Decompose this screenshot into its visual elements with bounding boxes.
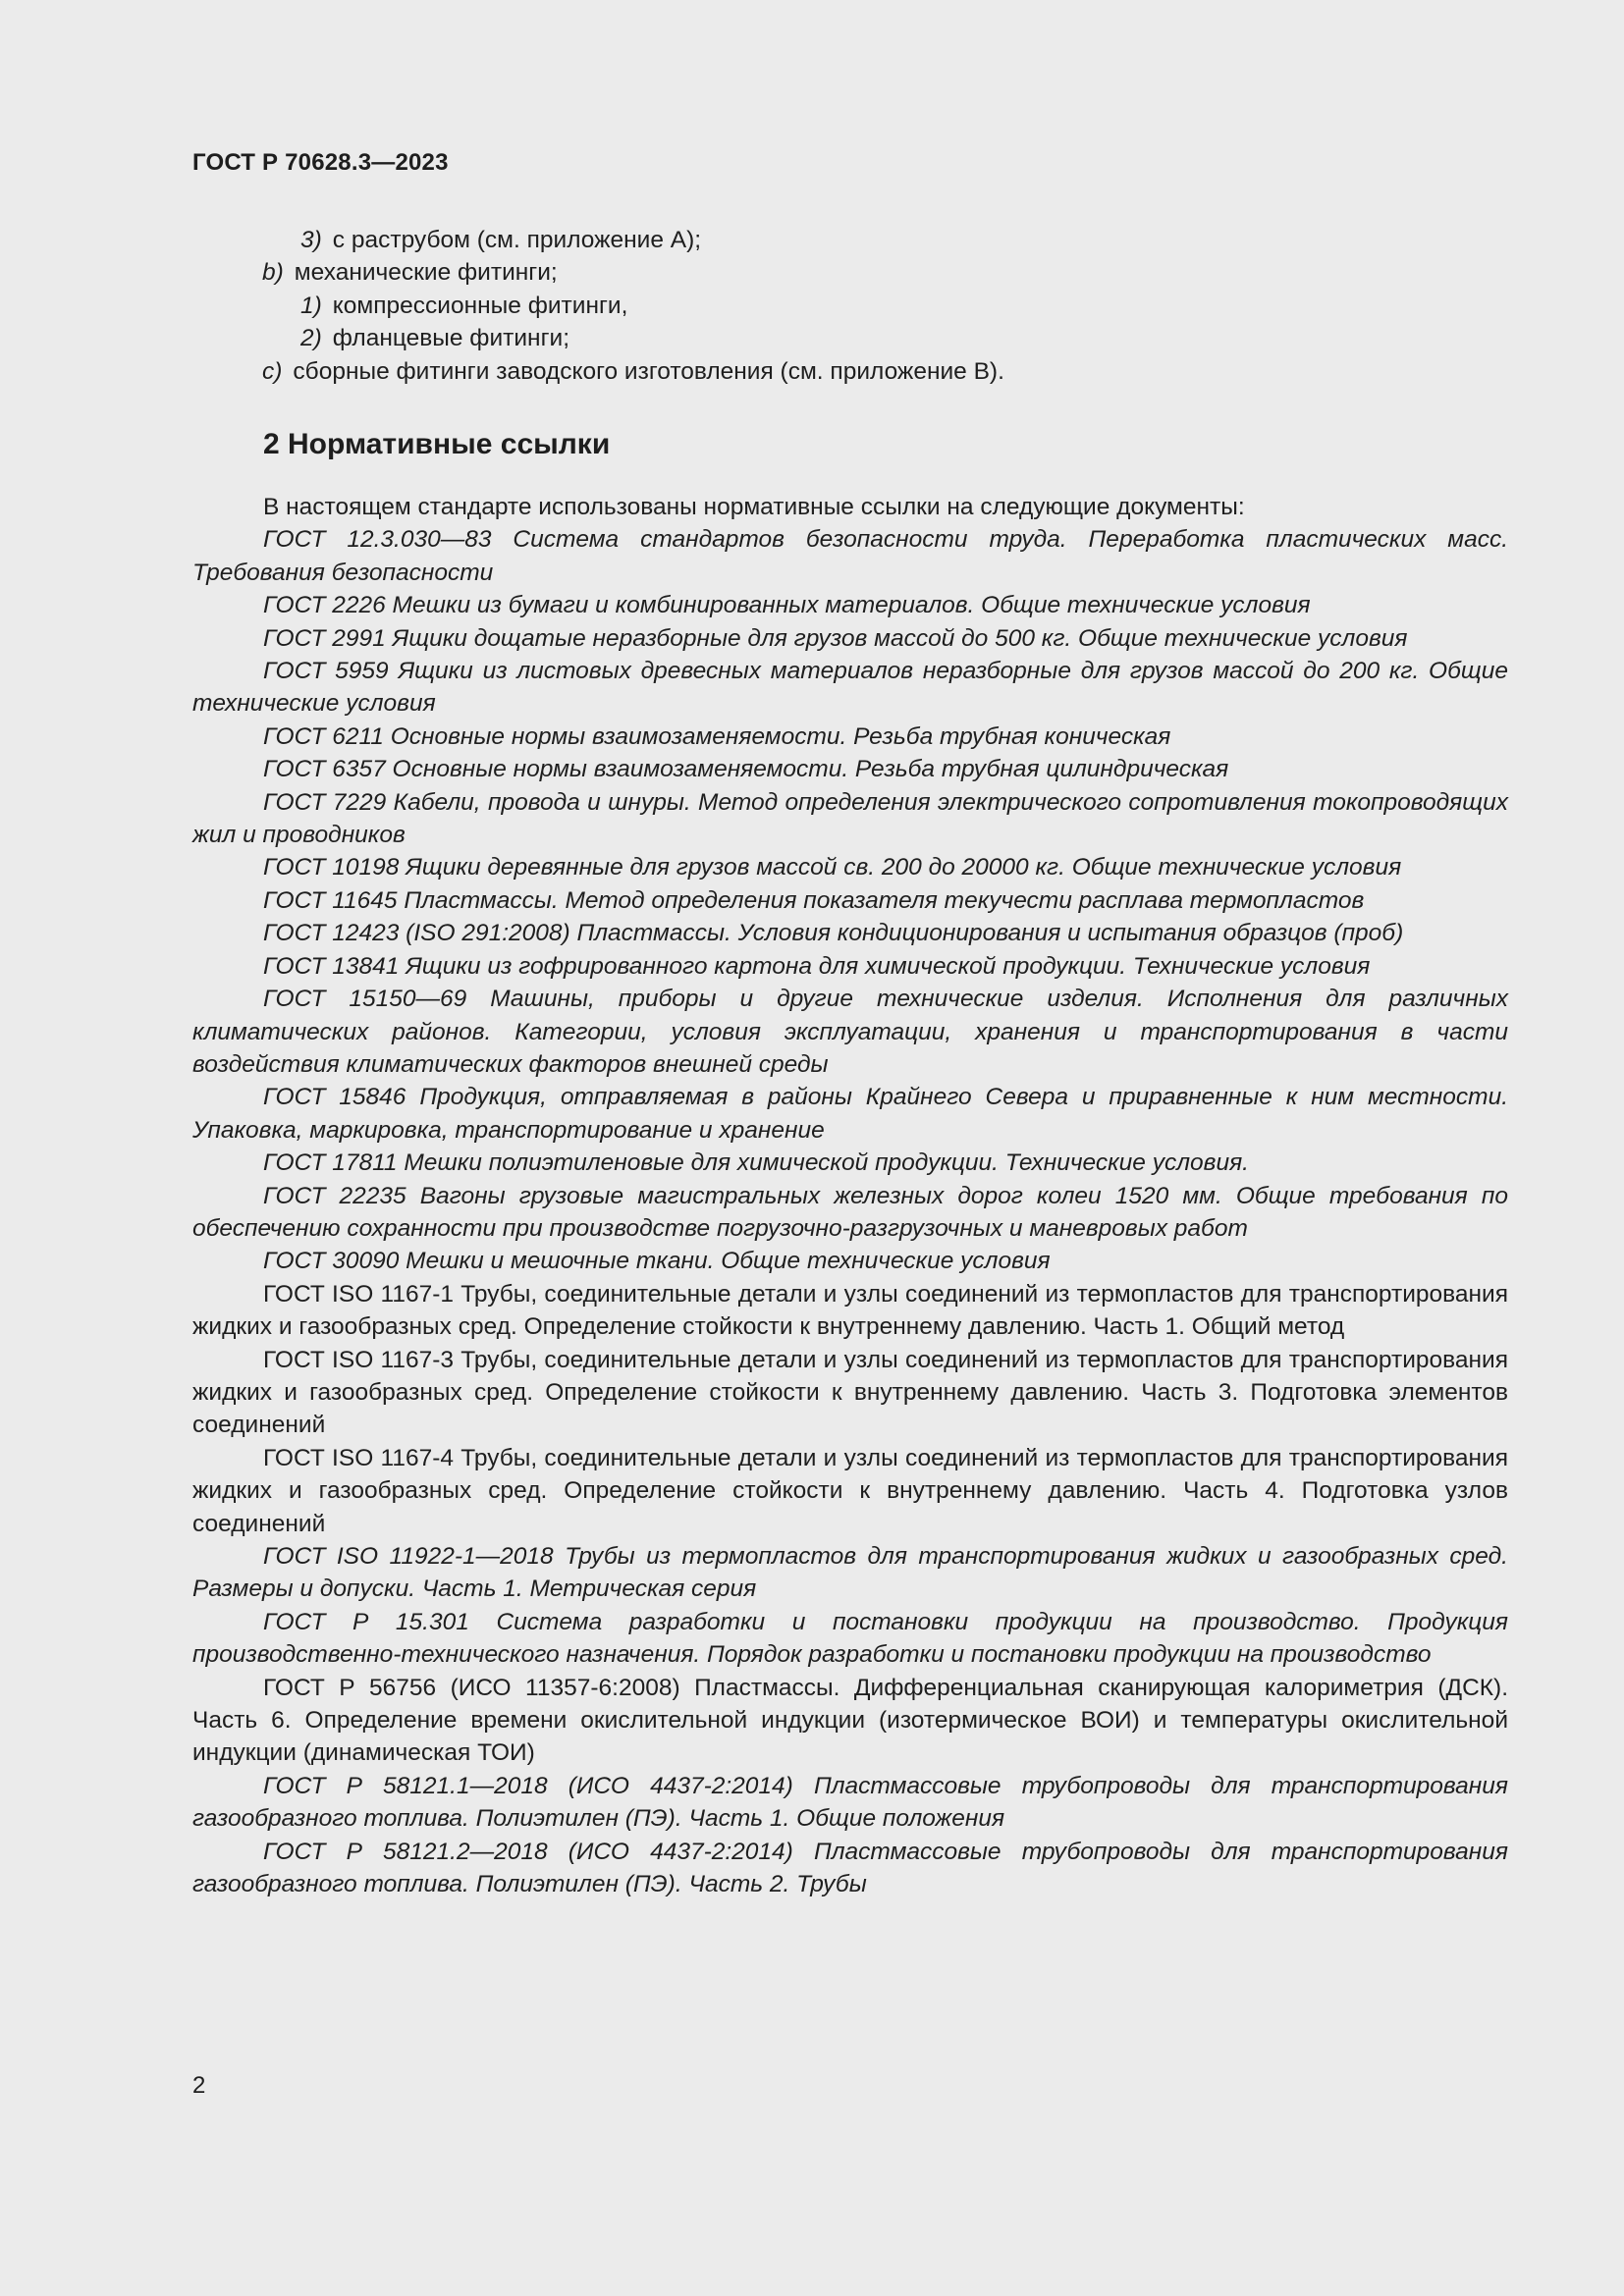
reference-entry: ГОСТ ISO 1167-4 Трубы, соединительные детали и узлы соединений из термопластов для транспортирования жидких и газообразных сред. Определение стойкости к внутреннему давлению. Часть 4. Подготовка узлов соединений [192, 1444, 1508, 1537]
reference-entry: ГОСТ 22235 Вагоны грузовые магистральных железных дорог колеи 1520 мм. Общие требования по обеспечению сохранности при производстве погрузочно-разгрузочных и маневровых работ [192, 1182, 1508, 1242]
list-item-marker: b) [262, 259, 284, 287]
reference-entry: ГОСТ ISO 1167-1 Трубы, соединительные детали и узлы соединений из термопластов для транспортирования жидких и газообразных сред. Определение стойкости к внутреннему давлению. Часть 1. Общий метод [192, 1280, 1508, 1341]
reference-entry: ГОСТ ISO 11922-1—2018 Трубы из термопластов для транспортирования жидких и газообразных сред. Размеры и допуски. Часть 1. Метрическая серия [192, 1543, 1508, 1603]
reference-entry: ГОСТ 2991 Ящики дощатые неразборные для грузов массой до 500 кг. Общие технические условия [263, 624, 1408, 652]
references-section [192, 491, 1508, 1900]
reference-entry: ГОСТ Р 15.301 Система разработки и постановки продукции на производство. Продукция производственно-технического назначения. Порядок разработки и постановки продукции на производство [192, 1608, 1508, 1669]
reference-entry: ГОСТ 6357 Основные нормы взаимозаменяемости. Резьба трубная цилиндрическая [263, 756, 1229, 783]
reference-entry: ГОСТ 5959 Ящики из листовых древесных материалов неразборные для грузов массой до 200 кг. Общие технические условия [192, 658, 1508, 718]
reference-entry: ГОСТ 12423 (ISO 291:2008) Пластмассы. Условия кондиционирования и испытания образцов (проб) [263, 920, 1404, 947]
reference-entry: ГОСТ 11645 Пластмассы. Метод определения показателя текучести расплава термопластов [263, 886, 1365, 914]
reference-entry: ГОСТ 12.3.030—83 Система стандартов безопасности труда. Переработка пластических масс. Требования безопасности [192, 526, 1508, 586]
reference-entry: ГОСТ 10198 Ящики деревянные для грузов массой св. 200 до 20000 кг. Общие технические условия [263, 854, 1402, 881]
page-number: 2 [192, 2072, 206, 2099]
reference-entry: ГОСТ 15846 Продукция, отправляемая в районы Крайнего Севера и приравненные к ним местности. Упаковка, маркировка, транспортирование и хранение [192, 1084, 1508, 1144]
reference-entry: ГОСТ Р 58121.1—2018 (ИСО 4437-2:2014) Пластмассовые трубопроводы для транспортирования газообразного топлива. Полиэтилен (ПЭ). Часть 1. Общие положения [192, 1772, 1508, 1833]
reference-entry: ГОСТ 30090 Мешки и мешочные ткани. Общие технические условия [263, 1248, 1051, 1275]
list-item [192, 290, 1508, 322]
list-item-marker: 3) [300, 227, 322, 253]
document-header: ГОСТ Р 70628.3—2023 [192, 149, 449, 176]
reference-entry: ГОСТ Р 58121.2—2018 (ИСО 4437-2:2014) Пластмассовые трубопроводы для транспортирования газообразного топлива. Полиэтилен (ПЭ). Часть 2. Трубы [192, 1838, 1508, 1898]
list-item [192, 322, 1508, 354]
list-item-text: механические фитинги; [294, 259, 558, 287]
list-item-text: сборные фитинги заводского изготовления (см. приложение В). [293, 357, 1004, 385]
list-item-marker: 2) [300, 325, 322, 352]
list-item-marker: c) [262, 357, 283, 385]
reference-entry: ГОСТ Р 56756 (ИСО 11357-6:2008) Пластмассы. Дифференциальная сканирующая калориметрия (ДСК). Часть 6. Определение времени окислительной индукции (изотермическое ВОИ) и температуры окислительной индукции (динамическая ТОИ) [192, 1674, 1508, 1767]
reference-entry: ГОСТ ISO 1167-3 Трубы, соединительные детали и узлы соединений из термопластов для транспортирования жидких и газообразных сред. Определение стойкости к внутреннему давлению. Часть 3. Подготовка элементов соединений [192, 1346, 1508, 1439]
list-item-text: фланцевые фитинги; [332, 325, 570, 352]
reference-entry: ГОСТ 6211 Основные нормы взаимозаменяемости. Резьба трубная коническая [263, 722, 1171, 750]
reference-entry: ГОСТ 2226 Мешки из бумаги и комбинированных материалов. Общие технические условия [263, 592, 1311, 619]
list-item-text: компрессионные фитинги, [332, 292, 628, 319]
list-item [192, 355, 1508, 388]
list-item [192, 224, 1508, 256]
list-item-marker: 1) [300, 292, 322, 319]
fittings-list [192, 224, 1508, 388]
reference-entry: ГОСТ 15150—69 Машины, приборы и другие технические изделия. Исполнения для различных климатических районов. Категории, условия эксплуатации, хранения и транспортирования в части воздействия климатических факторов внешней среды [192, 986, 1508, 1078]
reference-entry: ГОСТ 17811 Мешки полиэтиленовые для химической продукции. Технические условия. [263, 1149, 1249, 1177]
reference-entry: ГОСТ 7229 Кабели, провода и шнуры. Метод определения электрического сопротивления токопроводящих жил и проводников [192, 788, 1508, 849]
reference-entry: ГОСТ 13841 Ящики из гофрированного картона для химической продукции. Технические условия [263, 952, 1371, 980]
section-intro: В настоящем стандарте использованы нормативные ссылки на следующие документы: [263, 494, 1245, 520]
section-title: 2 Нормативные ссылки [263, 428, 611, 460]
list-item-text: с раструбом (см. приложение А); [332, 227, 702, 253]
list-item [192, 256, 1508, 289]
